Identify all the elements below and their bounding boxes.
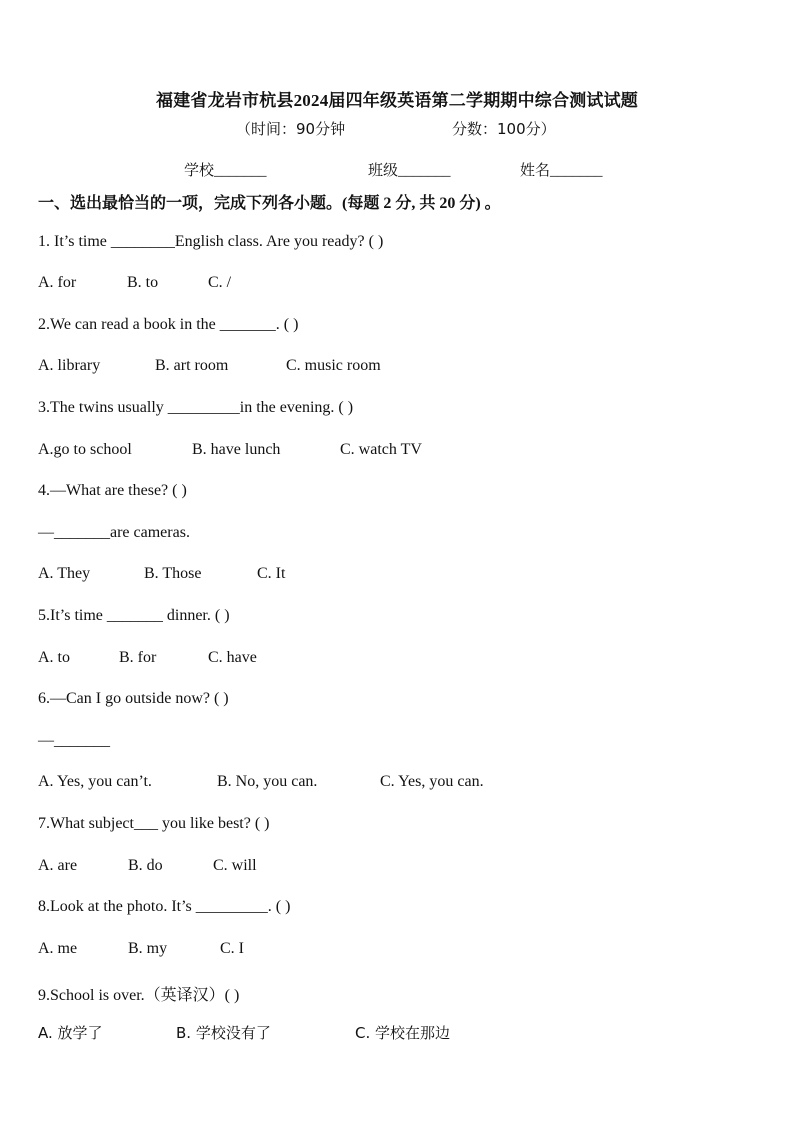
option-c: C. 学校在那边 [355, 1024, 451, 1042]
name-blank: _______ [550, 163, 603, 179]
question-6: 6.—Can I go outside now? ( ) [38, 690, 229, 707]
question-8-options [38, 940, 244, 958]
question-3: 3.The twins usually _________in the evening. ( ) [38, 399, 354, 416]
question-8: 8.Look at the photo. It’s _________. ( ) [38, 898, 291, 915]
option-a: A. Yes, you can’t. [38, 773, 152, 790]
question-7-options [38, 857, 257, 875]
school-label: 学校 [184, 161, 215, 179]
option-a: A. to [38, 649, 70, 666]
question-5-options [38, 649, 257, 667]
option-a: A. for [38, 274, 77, 291]
question-7: 7.What subject___ you like best? ( ) [38, 815, 270, 832]
option-a: A. They [38, 565, 91, 582]
option-c: C. will [213, 857, 257, 874]
option-a: A.go to school [38, 441, 132, 458]
question-6-answer-line: —_______ [38, 732, 110, 749]
question-5: 5.It’s time _______ dinner. ( ) [38, 607, 230, 624]
class-blank: _______ [398, 163, 451, 179]
option-c: C. have [208, 649, 257, 666]
option-b: B. my [128, 940, 168, 957]
option-a: A. are [38, 857, 78, 874]
name-field [520, 159, 603, 180]
question-3-options [38, 441, 422, 459]
school-blank: _______ [214, 163, 267, 179]
option-c: C. Yes, you can. [380, 773, 484, 790]
name-label: 姓名 [520, 161, 551, 179]
option-b: B. 学校没有了 [176, 1024, 271, 1042]
school-field [184, 159, 267, 180]
option-c: C. music room [286, 357, 381, 374]
question-9-options [38, 1022, 450, 1043]
class-field [368, 159, 451, 180]
page-title: 福建省龙岩市杭县2024届四年级英语第二学期期中综合测试试题 [156, 91, 638, 110]
option-b: B. to [127, 274, 159, 291]
question-4: 4.—What are these? ( ) [38, 482, 187, 499]
question-6-options [38, 773, 484, 791]
option-b: B. do [128, 857, 163, 874]
question-2: 2.We can read a book in the _______. ( ) [38, 316, 299, 333]
option-a: A. library [38, 357, 101, 374]
option-b: B. No, you can. [217, 773, 318, 790]
exam-time: （时间：90分钟 [236, 120, 346, 138]
class-label: 班级 [368, 161, 399, 179]
question-9: 9.School is over.（英译汉）( ) [38, 987, 240, 1004]
question-4-options [38, 565, 285, 583]
option-b: B. Those [144, 565, 202, 582]
option-b: B. have lunch [192, 441, 281, 458]
question-1-options [38, 274, 231, 292]
question-1: 1. It’s time ________English class. Are you ready? ( ) [38, 233, 384, 250]
exam-score: 分数：100分） [452, 120, 556, 138]
option-c: C. It [257, 565, 286, 582]
option-a: A. 放学了 [38, 1024, 103, 1042]
option-c: C. I [220, 940, 244, 957]
question-2-options [38, 357, 381, 375]
option-c: C. / [208, 274, 232, 291]
option-a: A. me [38, 940, 78, 957]
option-b: B. art room [155, 357, 229, 374]
section-heading: 一、选出最恰当的一项，完成下列各小题。(每题 2 分, 共 20 分) 。 [38, 195, 501, 212]
option-b: B. for [119, 649, 157, 666]
option-c: C. watch TV [340, 441, 422, 458]
question-4-answer-line: —_______are cameras. [38, 524, 190, 541]
